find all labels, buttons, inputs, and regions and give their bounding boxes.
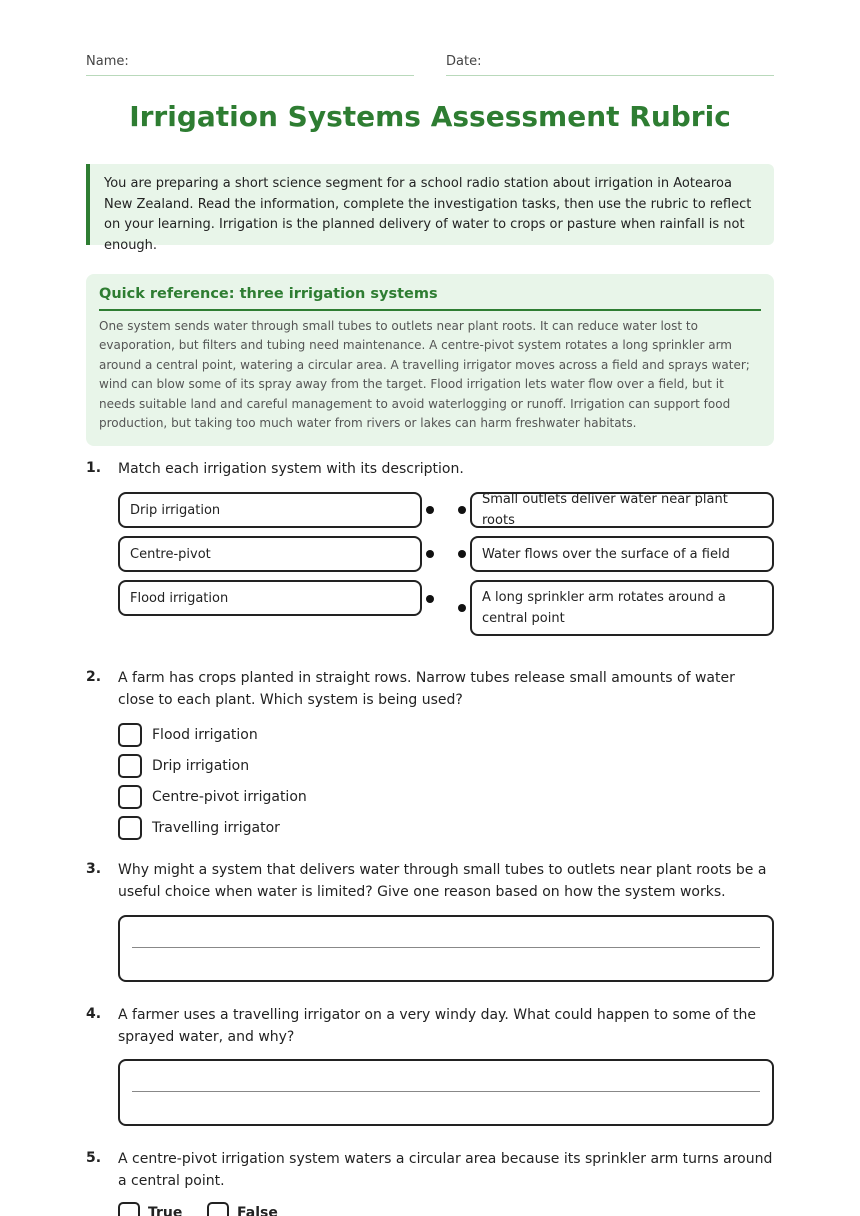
checkbox[interactable] [118, 785, 142, 809]
answer-line [132, 947, 760, 948]
question-1-text: Match each irrigation system with its description. [118, 461, 464, 477]
answer-box-4[interactable] [118, 1059, 774, 1126]
match-dot-right-2[interactable] [458, 550, 466, 558]
option-drip[interactable] [118, 754, 249, 778]
option-label: True [148, 1205, 183, 1216]
question-4-number: 4. [86, 1006, 102, 1022]
date-label: Date: [446, 54, 482, 69]
option-centre-pivot[interactable] [118, 785, 307, 809]
date-field[interactable] [446, 54, 774, 76]
reference-box [86, 274, 774, 446]
option-label: Centre-pivot irrigation [152, 789, 307, 805]
question-1-number: 1. [86, 460, 102, 476]
question-2-text: A farm has crops planted in straight rows. Narrow tubes release small amounts of water close to each plant. Which system is being used? [118, 670, 735, 708]
match-left-flood[interactable]: Flood irrigation [118, 580, 422, 616]
option-label: Drip irrigation [152, 758, 250, 774]
match-dot-left-3[interactable] [426, 595, 434, 603]
question-3-number: 3. [86, 861, 102, 877]
intro-box: You are preparing a short science segment for a school radio station about irrigation in Aotearoa New Zealand. Read the information, complete the investigation tasks, then use the rubric to reflect on your learning. Irrigation is the planned delivery of water to crops or pasture when rainfall is not enough. [86, 164, 774, 245]
match-left-centre-pivot[interactable]: Centre-pivot [118, 536, 422, 572]
match-left-drip[interactable]: Drip irrigation [118, 492, 422, 528]
match-dot-right-1[interactable] [458, 506, 466, 514]
checkbox[interactable] [118, 1202, 140, 1216]
option-false[interactable] [207, 1201, 278, 1216]
name-field[interactable] [86, 54, 414, 76]
question-2-number: 2. [86, 669, 102, 685]
answer-box-3[interactable] [118, 915, 774, 982]
question-3-text: Why might a system that delivers water through small tubes to outlets near plant roots be a useful choice when water is limited? Give one reason based on how the system works. [118, 862, 767, 900]
option-true[interactable] [118, 1201, 182, 1216]
match-right-surface[interactable]: Water flows over the surface of a field [470, 536, 774, 572]
match-dot-left-1[interactable] [426, 506, 434, 514]
reference-text: One system sends water through small tubes to outlets near plant roots. It can reduce water lost to evaporation, but filters and tubing need maintenance. A centre-pivot system rotates a long sprinkler arm around a central point, watering a circular area. A travelling irrigator moves across a field and sprays water; wind can blow some of its spray away from the target. Flood irrigation lets water flow over a field, but it needs suitable land and careful management to avoid waterlogging or runoff. Irrigation can support food production, but taking too much water from rivers or lakes can harm freshwater habitats. [99, 319, 750, 431]
page-title: Irrigation Systems Assessment Rubric [129, 100, 731, 133]
checkbox[interactable] [118, 723, 142, 747]
match-right-roots[interactable]: Small outlets deliver water near plant roots [470, 492, 774, 528]
option-flood[interactable] [118, 723, 258, 747]
match-dot-right-3[interactable] [458, 604, 466, 612]
checkbox[interactable] [118, 816, 142, 840]
option-label: Travelling irrigator [152, 820, 280, 836]
option-label: Flood irrigation [152, 727, 258, 743]
match-dot-left-2[interactable] [426, 550, 434, 558]
question-5-number: 5. [86, 1150, 102, 1166]
answer-line [132, 1091, 760, 1092]
name-label: Name: [86, 54, 129, 69]
question-4-text: A farmer uses a travelling irrigator on a very windy day. What could happen to some of the sprayed water, and why? [118, 1007, 756, 1045]
reference-title: Quick reference: three irrigation systems [99, 286, 761, 311]
checkbox[interactable] [207, 1202, 229, 1216]
option-travelling[interactable] [118, 816, 280, 840]
checkbox[interactable] [118, 754, 142, 778]
match-right-sprinkler[interactable]: A long sprinkler arm rotates around a central point [470, 580, 774, 636]
option-label: False [237, 1205, 278, 1216]
question-5-text: A centre-pivot irrigation system waters a circular area because its sprinkler arm turns around a central point. [118, 1151, 773, 1189]
